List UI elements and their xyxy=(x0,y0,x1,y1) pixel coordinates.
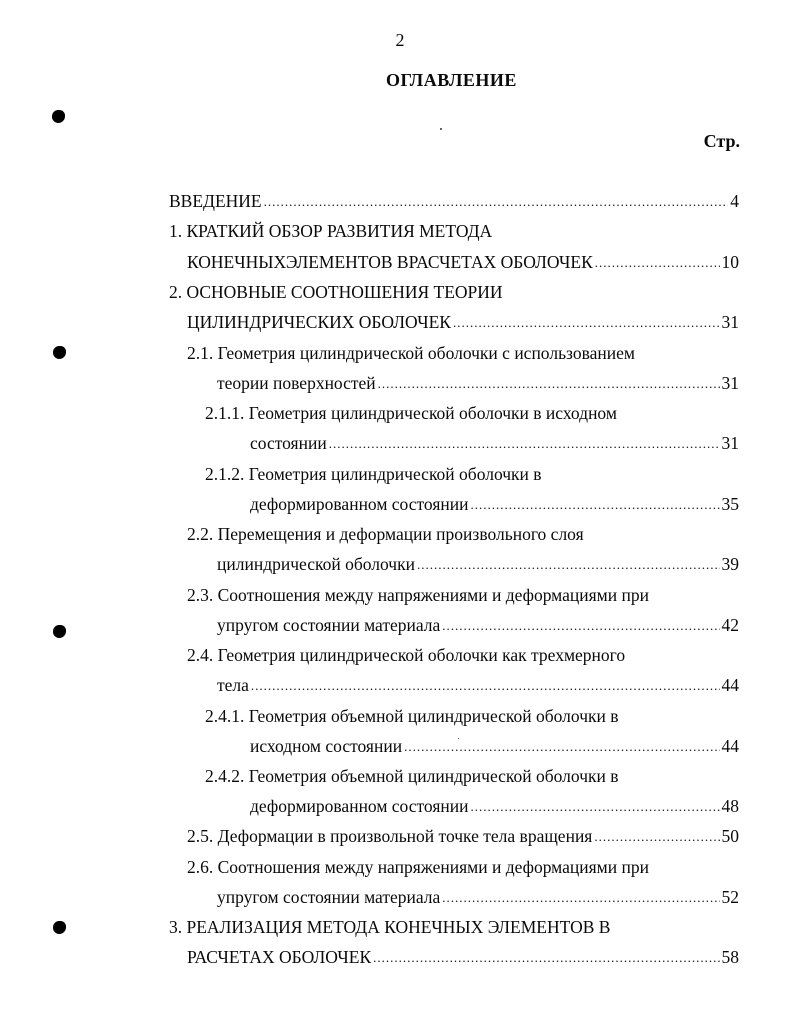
dot-leader xyxy=(594,824,719,850)
toc-entry-text: 2.4.2. Геометрия объемной цилиндрической оболочки в xyxy=(205,766,619,786)
toc-entry-text: состоянии xyxy=(250,433,327,453)
toc-entry-text: 2.4.1. Геометрия объемной цилиндрической оболочки в xyxy=(205,706,619,726)
toc-entry xyxy=(169,188,739,214)
page-title: ОГЛАВЛЕНИЕ xyxy=(386,70,517,90)
toc-entry-page: 31 xyxy=(721,373,739,393)
toc-entry-text: 2.3. Соотношения между напряжениями и деформациями при xyxy=(187,585,649,605)
toc-entry xyxy=(217,672,739,698)
toc-entry-text: 2.4. Геометрия цилиндрической оболочки как трехмерного xyxy=(187,645,626,665)
toc-entry-text: КОНЕЧНЫХЭЛЕМЕНТОВ ВРАСЧЕТАХ ОБОЛОЧЕК xyxy=(187,252,593,272)
toc-entry-text: 2.1.2. Геометрия цилиндрической оболочки в xyxy=(205,464,542,484)
toc-entry-text: ВВЕДЕНИЕ xyxy=(169,191,262,211)
toc-entry-text: цилиндрической оболочки xyxy=(217,554,415,574)
toc-entry-text: 1. КРАТКИЙ ОБЗОР РАЗВИТИЯ МЕТОДА xyxy=(169,221,493,241)
toc-entry xyxy=(169,218,492,244)
dot-leader xyxy=(404,734,719,760)
toc-entry-page: 42 xyxy=(721,615,739,635)
toc-entry-text: деформированном состоянии xyxy=(250,494,469,514)
dot-leader xyxy=(471,492,720,518)
toc-entry-page: 39 xyxy=(721,554,739,574)
toc-entry-text: 2.6. Соотношения между напряжениями и деформациями при xyxy=(187,857,649,877)
toc-entry xyxy=(217,370,739,396)
toc-entry-page: 44 xyxy=(721,675,739,695)
toc-entry-page: 44 xyxy=(721,736,739,756)
toc-entry-text: 2.2. Перемещения и деформации произвольного слоя xyxy=(187,524,584,544)
toc-entry xyxy=(250,733,739,759)
binder-hole-mark xyxy=(53,625,66,638)
binder-hole-mark xyxy=(53,346,66,359)
toc-entry xyxy=(250,793,739,819)
toc-entry-text: упругом состоянии материала xyxy=(217,887,441,907)
toc-entry xyxy=(205,400,617,426)
toc-entry-page: 58 xyxy=(721,947,739,967)
toc-entry xyxy=(187,944,739,970)
toc-entry-text: РАСЧЕТАХ ОБОЛОЧЕК xyxy=(187,947,372,967)
toc-entry-text: 3. РЕАЛИЗАЦИЯ МЕТОДА КОНЕЧНЫХ ЭЛЕМЕНТОВ В xyxy=(169,917,611,937)
toc-entry-text: теории поверхностей xyxy=(217,373,376,393)
dot-leader xyxy=(417,552,720,578)
dot-leader xyxy=(373,945,719,971)
toc-entry-text: деформированном состоянии xyxy=(250,796,469,816)
toc-entry-text: тела xyxy=(217,675,249,695)
dot-leader xyxy=(264,189,729,215)
toc-entry xyxy=(205,763,619,789)
toc-entry-page: 10 xyxy=(721,252,739,272)
toc-entry-text: 2. ОСНОВНЫЕ СООТНОШЕНИЯ ТЕОРИИ xyxy=(169,282,503,302)
toc-entry xyxy=(217,884,739,910)
binder-hole-mark xyxy=(53,921,66,934)
toc-entry-page: 48 xyxy=(721,796,739,816)
toc-entry xyxy=(217,612,739,638)
toc-entry xyxy=(250,430,739,456)
dot-leader xyxy=(442,885,719,911)
toc-entry xyxy=(169,279,503,305)
dot-leader xyxy=(378,371,720,397)
toc-entry xyxy=(187,642,625,668)
toc-entry xyxy=(250,491,739,517)
dot-leader xyxy=(453,310,720,336)
toc-entry-text: исходном состоянии xyxy=(250,736,403,756)
toc-entry-page: 52 xyxy=(721,887,739,907)
dot-leader xyxy=(595,250,720,276)
toc-entry-page: 4 xyxy=(730,191,739,211)
toc-entry xyxy=(187,582,649,608)
toc-entry-text: упругом состоянии материала xyxy=(217,615,441,635)
toc-entry-text: 2.1.1. Геометрия цилиндрической оболочки в исходном xyxy=(205,403,617,423)
toc-entry-page: 50 xyxy=(721,826,739,846)
dot-leader xyxy=(471,794,720,820)
toc-entry-text: 2.1. Геометрия цилиндрической оболочки с использованием xyxy=(187,343,635,363)
toc-entry-text: 2.5. Деформации в произвольной точке тела вращения xyxy=(187,826,593,846)
toc-entry xyxy=(187,340,635,366)
toc-entry-page: 31 xyxy=(721,312,739,332)
toc-entry xyxy=(187,249,739,275)
dot-leader xyxy=(442,613,719,639)
binder-hole-mark xyxy=(52,110,65,123)
toc-entry xyxy=(217,551,739,577)
dot-leader xyxy=(251,673,720,699)
dot-leader xyxy=(329,431,720,457)
toc-entry xyxy=(187,521,584,547)
toc-entry xyxy=(187,309,739,335)
toc-entry xyxy=(187,854,649,880)
toc-entry xyxy=(205,703,619,729)
toc-entry xyxy=(169,914,610,940)
toc-entry-page: 31 xyxy=(721,433,739,453)
toc-entry-text: ЦИЛИНДРИЧЕСКИХ ОБОЛОЧЕК xyxy=(187,312,451,332)
page-column-label: Стр. xyxy=(703,131,740,151)
scan-speck xyxy=(440,128,442,130)
page-number: 2 xyxy=(395,30,405,50)
toc-entry xyxy=(187,823,739,849)
toc-entry xyxy=(205,461,542,487)
toc-entry-page: 35 xyxy=(721,494,739,514)
